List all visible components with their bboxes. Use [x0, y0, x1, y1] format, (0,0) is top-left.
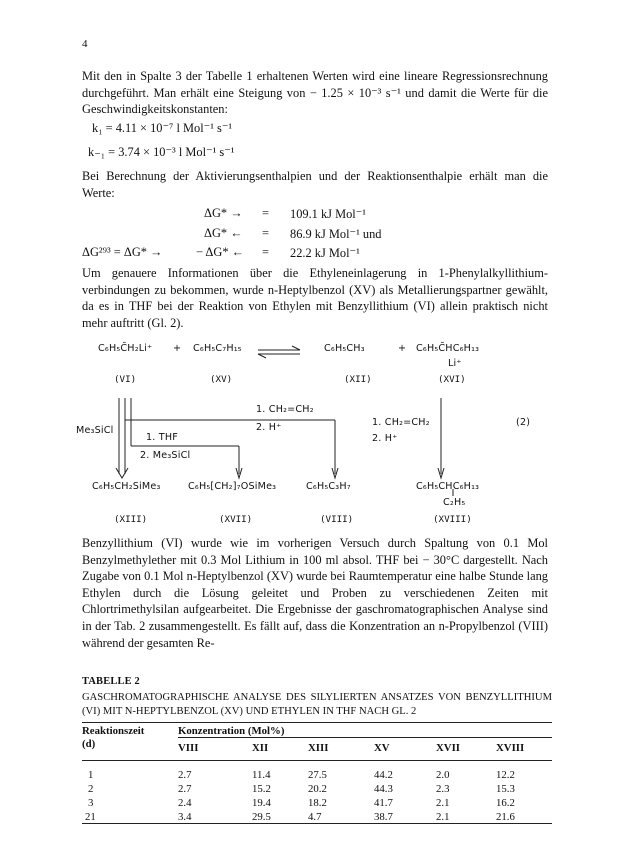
- table-row: [82, 810, 552, 824]
- condition-ethylene: 1. CH₂=CH₂: [256, 404, 314, 415]
- species-benzyllithium: C₆H₅C̄H₂Li⁺: [98, 343, 153, 354]
- cell-value: 2.4: [178, 796, 192, 809]
- cell-value: 2.1: [436, 810, 450, 823]
- label-viii: (VIII): [320, 514, 354, 525]
- species-xvi: C₆H₅C̄HC₆H₁₃: [416, 343, 480, 354]
- label-xv: (XV): [210, 374, 233, 385]
- column-header-xv: XV: [374, 738, 436, 760]
- cell-value: 20.2: [308, 782, 327, 795]
- cell-value: 41.7: [374, 796, 393, 809]
- column-header-xiii: XIII: [308, 738, 374, 760]
- cell-value: 2.7: [178, 782, 192, 795]
- equation-number: (2): [516, 417, 531, 428]
- energy-lhs-3: − ΔG* ←: [196, 245, 245, 259]
- condition-me3sicl: 2. Me₃SiCl: [140, 450, 191, 461]
- table-caption: TABELLE 2: [82, 676, 140, 687]
- cell-value: 2.0: [436, 768, 450, 781]
- cell-value: 2.7: [178, 768, 192, 781]
- table-row: [82, 782, 552, 796]
- cell-time: 21: [85, 810, 96, 823]
- energy-eq-3: =: [262, 245, 269, 259]
- cell-value: 4.7: [308, 810, 322, 823]
- condition-right-hplus: 2. H⁺: [372, 433, 398, 444]
- cell-value: 18.2: [308, 796, 327, 809]
- label-xviii: (XVIII): [433, 514, 472, 525]
- cell-value: 15.2: [252, 782, 271, 795]
- label-xiii: (XIII): [114, 514, 148, 525]
- column-header-concentration: Konzentration (Mol%): [178, 725, 285, 737]
- column-header-viii: VIII: [178, 738, 252, 760]
- energy-eq-2: =: [262, 226, 269, 240]
- cell-value: 44.3: [374, 782, 393, 795]
- table-row: [82, 768, 552, 782]
- species-viii: C₆H₅C₃H₇: [306, 481, 351, 492]
- paragraph-enthalpy: Bei Berechnung der Aktivierungsenthalpien und der Reaktionsenthalpie erhält man die Werte:: [82, 169, 548, 200]
- rate-constant-k-minus1: k₋₁ = 3.74 × 10⁻³ l Mol⁻¹ s⁻¹: [88, 145, 235, 159]
- energy-pre-3: ΔG²⁹³ = ΔG* →: [82, 245, 163, 259]
- column-header-time: Reaktionszeit: [82, 725, 145, 738]
- energy-lhs-1: ΔG* →: [204, 206, 243, 220]
- cell-time: 2: [88, 782, 94, 795]
- cell-value: 21.6: [496, 810, 515, 823]
- table-row: [82, 796, 552, 810]
- plus-sign-2: +: [398, 343, 407, 354]
- label-vi: (VI): [114, 374, 137, 385]
- condition-hplus: 2. H⁺: [256, 422, 282, 433]
- cell-time: 3: [88, 796, 94, 809]
- column-header-time-unit: (d): [82, 737, 96, 750]
- cell-value: 29.5: [252, 810, 271, 823]
- table-top-rule: [82, 722, 552, 723]
- concentration-table: [82, 725, 552, 824]
- cell-value: 12.2: [496, 768, 515, 781]
- cell-time: 1: [88, 768, 94, 781]
- cell-value: 2.1: [436, 796, 450, 809]
- column-header-xvii: XVII: [436, 738, 496, 760]
- cell-value: 38.7: [374, 810, 393, 823]
- condition-right-ethylene: 1. CH₂=CH₂: [372, 417, 430, 428]
- column-header-xviii: XVIII: [496, 738, 552, 760]
- cell-value: 15.3: [496, 782, 515, 795]
- column-header-xii: XII: [252, 738, 308, 760]
- energy-lhs-2: ΔG* ←: [204, 226, 243, 240]
- li-plus-xvi: Li⁺: [448, 358, 462, 369]
- paragraph-ethylene: Um genauere Informationen über die Ethyleneinlagerung in 1-Phenylalkyllithium-verbindungen zu bekommen, wurde n-Heptylbenzol (XV) als Metallierungspartner gewählt, da es in THF bei der Reaktion von Ethylen mit Benzyllithium (VI) allein praktisch nicht mehr auftritt (Gl. 2).: [82, 266, 548, 330]
- cell-value: 11.4: [252, 768, 271, 781]
- ethyl-substituent: C₂H₅: [443, 497, 466, 508]
- cell-value: 27.5: [308, 768, 327, 781]
- label-xvi: (XVI): [438, 374, 466, 385]
- species-heptylbenzol: C₆H₅C₇H₁₅: [193, 343, 242, 354]
- page-number: 4: [82, 38, 88, 50]
- paragraph-procedure: Benzyllithium (VI) wurde wie im vorherigen Versuch durch Spaltung von 0.1 Mol Benzylmethylether mit 0.3 Mol Lithium in 100 ml absol. THF bei − 30°C dargestellt. Nach Zugabe von 0.1 Mol n-Heptylbenzol (XV) wurde bei Raumtemperatur eine halbe Stunde lang Ethylen durch die Lösung geleitet und Proben zu verschiedenen Zeiten mit Chlortrimethylsilan aufgearbeitet. Die Ergebnisse der gaschromatographischen Analyse sind in der Tab. 2 zusammengestellt. Es fällt auf, dass die Konzentration an n-Propylbenzol (VIII) während der gesamten Re-: [82, 536, 548, 650]
- label-xii: (XII): [344, 374, 372, 385]
- condition-thf: 1. THF: [146, 432, 178, 443]
- species-toluol: C₆H₅CH₃: [324, 343, 365, 354]
- energy-rhs-1: 109.1 kJ Mol⁻¹: [290, 207, 367, 221]
- reagent-me3sicl: Me₃SiCl: [76, 425, 114, 436]
- energy-rhs-2: 86.9 kJ Mol⁻¹ und: [290, 227, 382, 241]
- paragraph-regression: Mit den in Spalte 3 der Tabelle 1 erhaltenen Werten wird eine lineare Regressionsrechnung durchgeführt. Man erhält eine Steigung von − 1.25 × 10⁻³ s⁻¹ und damit die Werte für die Geschwindigkeitskonstanten:: [82, 69, 548, 117]
- plus-sign-1: +: [173, 343, 182, 354]
- cell-value: 19.4: [252, 796, 271, 809]
- cell-value: 3.4: [178, 810, 192, 823]
- species-xviii: C₆H₅CHC₆H₁₃: [416, 481, 480, 492]
- species-xiii: C₆H₅CH₂SiMe₃: [92, 481, 161, 492]
- energy-eq-1: =: [262, 206, 269, 220]
- table-title: GASCHROMATOGRAPHISCHE ANALYSE DES SILYLIERTEN ANSATZES VON BENZYLLITHIUM (VI) MIT N-HEPTYLBENZOL (XV) UND ETHYLEN IN THF NACH GL. 2: [82, 692, 552, 717]
- rate-constant-k1: k₁ = 4.11 × 10⁻⁷ l Mol⁻¹ s⁻¹: [92, 121, 233, 135]
- label-xvii: (XVII): [219, 514, 253, 525]
- cell-value: 16.2: [496, 796, 515, 809]
- energy-rhs-3: 22.2 kJ Mol⁻¹: [290, 246, 360, 260]
- cell-value: 44.2: [374, 768, 393, 781]
- cell-value: 2.3: [436, 782, 450, 795]
- species-xvii: C₆H₅[CH₂]₇OSiMe₃: [188, 481, 277, 492]
